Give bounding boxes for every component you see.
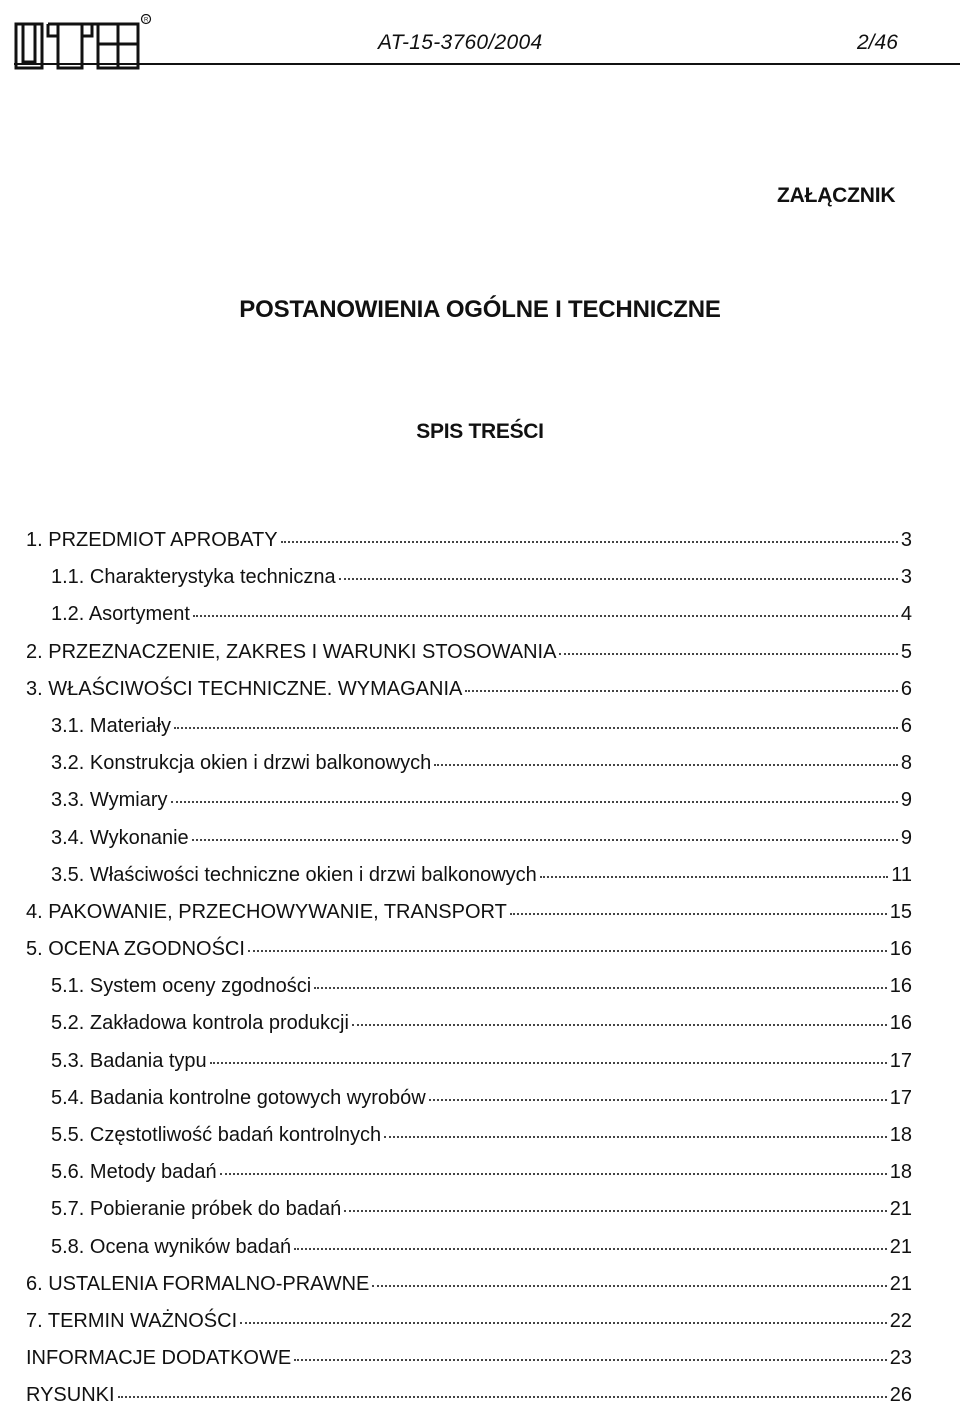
toc-entry[interactable] xyxy=(26,1234,912,1271)
toc-entry-page: 6 xyxy=(900,677,912,700)
toc-entry[interactable] xyxy=(26,639,912,676)
toc-dot-leader xyxy=(248,949,887,952)
toc-entry-page: 21 xyxy=(889,1235,912,1258)
toc-dot-leader xyxy=(352,1023,887,1026)
toc-entry-page: 17 xyxy=(889,1086,912,1109)
toc-heading: SPIS TREŚCI xyxy=(416,420,544,443)
toc-entry[interactable] xyxy=(26,750,912,787)
toc-dot-leader xyxy=(174,726,898,729)
toc-entry-page: 9 xyxy=(900,789,912,812)
toc-entry[interactable] xyxy=(26,862,912,899)
toc-entry-label: 5.4. Badania kontrolne gotowych wyrobów xyxy=(51,1086,426,1109)
toc-dot-leader xyxy=(429,1098,887,1101)
page-header xyxy=(0,0,960,70)
toc-entry[interactable] xyxy=(26,1159,912,1196)
toc-entry[interactable] xyxy=(26,825,912,862)
toc-entry-label: 7. TERMIN WAŻNOŚCI xyxy=(26,1309,238,1332)
toc-dot-leader xyxy=(465,689,898,692)
toc-entry-page: 8 xyxy=(900,752,912,775)
toc-entry-page: 16 xyxy=(889,938,912,961)
toc-entry-label: 3.4. Wykonanie xyxy=(51,826,189,849)
toc-entry-label: 5.1. System oceny zgodności xyxy=(51,975,312,998)
annex-label: ZAŁĄCZNIK xyxy=(777,184,896,207)
toc-entry-label: 5.2. Zakładowa kontrola produkcji xyxy=(51,1012,349,1035)
toc-entry-label: 5.8. Ocena wyników badań xyxy=(51,1235,292,1258)
toc-dot-leader xyxy=(294,1358,887,1361)
toc-entry-page: 18 xyxy=(889,1124,912,1146)
toc-entry-page: 11 xyxy=(891,863,912,886)
toc-entry-page: 9 xyxy=(900,826,912,849)
toc-entry-page: 22 xyxy=(889,1309,912,1332)
toc-entry-label: 5.3. Badania typu xyxy=(51,1049,207,1072)
toc-dot-leader xyxy=(281,540,898,543)
toc-entry-page: 17 xyxy=(889,1049,912,1072)
toc-entry[interactable] xyxy=(26,564,912,601)
toc-dot-leader xyxy=(294,1247,887,1250)
toc-entry-label: 3. WŁAŚCIWOŚCI TECHNICZNE. WYMAGANIA xyxy=(26,677,463,700)
toc-entry[interactable] xyxy=(26,1345,912,1382)
toc-dot-leader xyxy=(220,1172,887,1175)
toc-entry[interactable] xyxy=(26,1122,912,1159)
toc-entry[interactable] xyxy=(26,1382,912,1419)
toc-entry-page: 21 xyxy=(889,1272,912,1295)
toc-entry-label: 2. PRZEZNACZENIE, ZAKRES I WARUNKI STOSOWANIA xyxy=(26,640,557,663)
toc-entry[interactable] xyxy=(26,973,912,1010)
table-of-contents xyxy=(26,527,912,1420)
toc-dot-leader xyxy=(118,1395,887,1398)
toc-entry-label: 1. PRZEDMIOT APROBATY xyxy=(26,529,278,551)
toc-dot-leader xyxy=(384,1135,887,1138)
toc-entry-page: 5 xyxy=(900,640,912,663)
toc-dot-leader xyxy=(434,763,898,766)
toc-entry[interactable] xyxy=(26,787,912,824)
toc-entry[interactable] xyxy=(26,1085,912,1122)
toc-entry[interactable] xyxy=(26,1048,912,1085)
itb-logo-icon xyxy=(14,14,152,70)
toc-entry-page: 4 xyxy=(900,603,912,626)
toc-entry-page: 26 xyxy=(889,1384,912,1407)
toc-dot-leader xyxy=(210,1061,887,1064)
toc-entry-label: 5. OCENA ZGODNOŚCI xyxy=(26,938,245,961)
toc-entry-page: 16 xyxy=(889,975,912,998)
document-number: AT-15-3760/2004 xyxy=(378,31,543,54)
toc-entry-page: 3 xyxy=(900,529,912,551)
toc-entry[interactable] xyxy=(26,676,912,713)
toc-entry-page: 21 xyxy=(889,1198,912,1221)
toc-entry[interactable] xyxy=(26,1308,912,1345)
toc-entry-label: 5.7. Pobieranie próbek do badań xyxy=(51,1198,342,1221)
toc-entry-page: 3 xyxy=(900,566,912,589)
toc-dot-leader xyxy=(339,577,898,580)
toc-entry-label: 5.6. Metody badań xyxy=(51,1161,217,1184)
page-number: 2/46 xyxy=(857,31,898,54)
toc-dot-leader xyxy=(192,838,898,841)
toc-dot-leader xyxy=(344,1209,887,1212)
toc-entry[interactable] xyxy=(26,899,912,936)
toc-entry[interactable] xyxy=(26,1271,912,1308)
toc-entry[interactable] xyxy=(26,1196,912,1233)
toc-dot-leader xyxy=(193,614,898,617)
toc-entry-label: 1.2. Asortyment xyxy=(51,603,190,626)
toc-entry[interactable] xyxy=(26,713,912,750)
toc-entry-label: 4. PAKOWANIE, PRZECHOWYWANIE, TRANSPORT xyxy=(26,900,507,923)
toc-entry-label: RYSUNKI xyxy=(26,1384,115,1407)
toc-dot-leader xyxy=(240,1321,887,1324)
toc-dot-leader xyxy=(559,652,897,655)
toc-entry-page: 6 xyxy=(900,714,912,737)
header-divider xyxy=(14,63,960,65)
svg-text:R: R xyxy=(144,17,149,24)
toc-dot-leader xyxy=(510,912,887,915)
toc-entry-label: 6. USTALENIA FORMALNO-PRAWNE xyxy=(26,1272,370,1295)
toc-entry-page: 16 xyxy=(889,1012,912,1035)
page-title: POSTANOWIENIA OGÓLNE I TECHNICZNE xyxy=(239,296,721,323)
toc-entry-label: 3.2. Konstrukcja okien i drzwi balkonowych xyxy=(51,752,432,775)
toc-entry-page: 23 xyxy=(889,1347,912,1370)
toc-entry[interactable] xyxy=(26,936,912,973)
toc-entry[interactable] xyxy=(26,1010,912,1047)
toc-dot-leader xyxy=(171,800,898,803)
toc-dot-leader xyxy=(372,1284,886,1287)
toc-entry-label: 5.5. Częstotliwość badań kontrolnych xyxy=(51,1124,382,1146)
toc-entry-label: 3.5. Właściwości techniczne okien i drzwi balkonowych xyxy=(51,863,537,886)
toc-entry-label: 3.3. Wymiary xyxy=(51,789,168,812)
toc-entry-label: 1.1. Charakterystyka techniczna xyxy=(51,566,336,589)
toc-entry-page: 18 xyxy=(889,1161,912,1184)
toc-entry-label: INFORMACJE DODATKOWE xyxy=(26,1347,292,1370)
toc-entry[interactable] xyxy=(26,601,912,638)
toc-entry[interactable] xyxy=(26,527,912,564)
toc-dot-leader xyxy=(314,986,887,989)
toc-entry-label: 3.1. Materiały xyxy=(51,714,172,737)
toc-dot-leader xyxy=(540,875,888,878)
toc-entry-page: 15 xyxy=(889,900,912,923)
